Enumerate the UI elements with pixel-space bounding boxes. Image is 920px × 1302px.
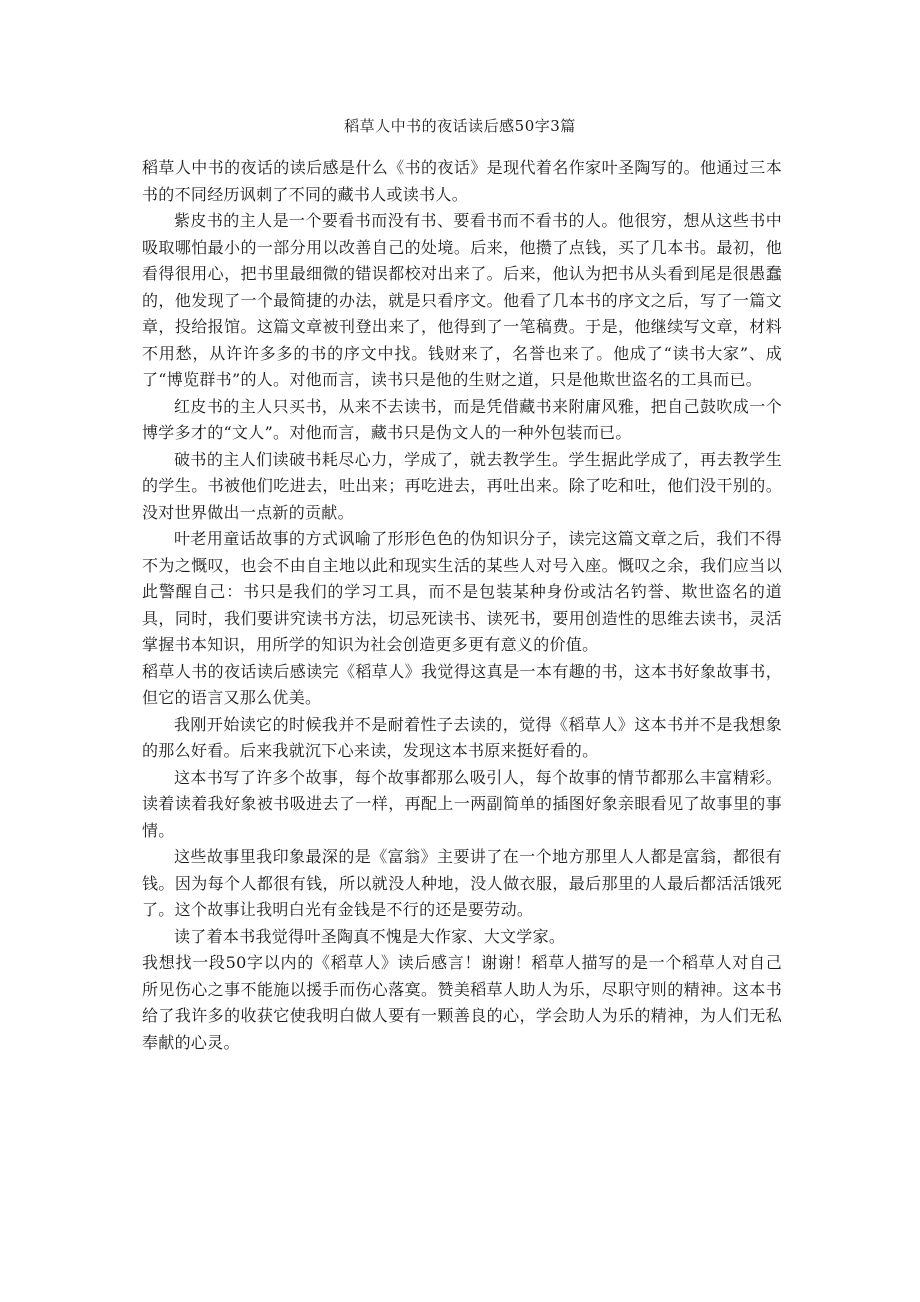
paragraph-intro: 稻草人中书的夜话的读后感是什么《书的夜话》是现代着名作家叶圣陶写的。他通过三本书的不同经历讽刺了不同的藏书人或读书人。 bbox=[142, 158, 782, 204]
paragraph-first-reading: 我刚开始读它的时候我并不是耐着性子去读的，觉得《稻草人》这本书并不是我想象的那么好看。后来我就沉下心来读，发现这本书原来挺好看的。 bbox=[142, 714, 782, 760]
paragraph-reflection: 叶老用童话故事的方式讽喻了形形色色的伪知识分子，读完这篇文章之后，我们不得不为之慨叹，也会不由自主地以此和现实生活的某些人对号入座。慨叹之余，我们应当以此警醒自己：书只是我们的学习工具，而不是包装某种身份或沽名钓誉、欺世盗名的道具，同时，我们要讲究读书方法，切忌死读书、读死书，要用创造性的思维去读书，灵活掌握书本知识，用所学的知识为社会创造更多更有意义的价值。 bbox=[142, 529, 782, 654]
paragraph-short-review: 我想找一段50字以内的《稻草人》读后感言！谢谢！稻草人描写的是一个稻草人对自己所见伤心之事不能施以援手而伤心落寞。赞美稻草人助人为乐，尽职守则的精神。这本书给了我许多的收获它使我明白做人要有一颗善良的心，学会助人为乐的精神，为人们无私奉献的心灵。 bbox=[142, 953, 782, 1052]
paragraph-conclusion: 读了着本书我觉得叶圣陶真不愧是大作家、大文学家。 bbox=[174, 926, 566, 946]
paragraph-stories: 这本书写了许多个故事，每个故事都那么吸引人，每个故事的情节都那么丰富精彩。读着读着我好象被书吸进去了一样，再配上一两副简单的插图好象亲眼看见了故事里的事情。 bbox=[142, 767, 782, 840]
document-body bbox=[142, 155, 782, 1056]
paragraph-broken-book: 破书的主人们读破书耗尽心力，学成了，就去教学生。学生据此学成了，再去教学生的学生。书被他们吃进去，吐出来；再吃进去，再吐出来。除了吃和吐，他们没干别的。没对世界做出一点新的贡献。 bbox=[142, 449, 782, 522]
paragraph-second-essay-intro: 稻草人书的夜话读后感读完《稻草人》我觉得这真是一本有趣的书，这本书好象故事书，但它的语言又那么优美。 bbox=[142, 661, 782, 707]
paragraph-rich-man: 这些故事里我印象最深的是《富翁》主要讲了在一个地方那里人人都是富翁，都很有钱。因为每个人都很有钱，所以就没人种地，没人做衣服，最后那里的人最后都活活饿死了。这个故事让我明白光有金钱是不行的还是要劳动。 bbox=[142, 847, 782, 919]
paragraph-red-book: 红皮书的主人只买书，从来不去读书，而是凭借藏书来附庸风雅，把自己鼓吹成一个博学多才的“文人”。对他而言，藏书只是伪文人的一种外包装而已。 bbox=[142, 396, 782, 442]
document-title: 稻草人中书的夜话读后感50字3篇 bbox=[344, 117, 576, 135]
paragraph-purple-book: 紫皮书的主人是一个要看书而没有书、要看书而不看书的人。他很穷，想从这些书中吸取哪怕最小的一部分用以改善自己的处境。后来，他攒了点钱，买了几本书。最初，他看得很用心，把书里最细微的错误都校对出来了。后来，他认为把书从头看到尾是很愚蠢的，他发现了一个最简捷的办法，就是只看序文。他看了几本书的序文之后，写了一篇文章，投给报馆。这篇文章被刊登出来了，他得到了一笔稿费。于是，他继续写文章，材料不用愁，从许许多多的书的序文中找。钱财来了，名誉也来了。他成了“读书大家”、成了“博览群书”的人。对他而言，读书只是他的生财之道，只是他欺世盗名的工具而已。 bbox=[142, 211, 782, 389]
